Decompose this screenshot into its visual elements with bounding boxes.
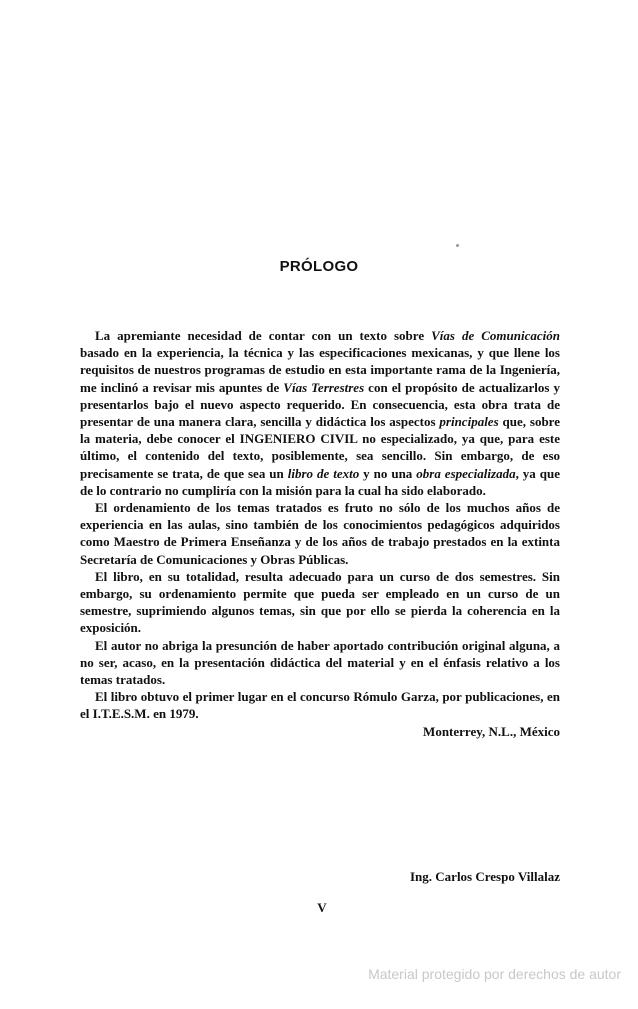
text-run: El autor no abriga la presunción de haber aportado contribución original alguna, a no ser, acaso, en la presentación didáctica del material y en el énfasis relativo a los temas tratados. (80, 637, 560, 688)
text-run: basado en la experiencia, la técnica y las especificaciones mexicanas, y que llene los requisitos de nuestros programas de estudio en esta importante rama de la Ingeniería, me inclinó a revisar mis apuntes de (80, 345, 560, 395)
paragraph (80, 688, 560, 722)
text-run: El ordenamiento de los temas tratados es fruto no sólo de los muchos años de experiencia en las aulas, sino también de los conocimientos pedagógicos adquiridos como Maestro de Primera Enseñanza y de los años de trabajo prestados en la extinta Secretaría de Comunicaciones y Obras Públicas. (80, 500, 560, 567)
italic-phrase: libro de texto (287, 465, 360, 481)
place-line: Monterrey, N.L., México (423, 723, 560, 739)
text-run: con el propósito de actualizarlos y presentarlos bajo el nuevo aspecto requerido. En consecuencia, esta obra trata de presentar de una manera clara, sencilla y didáctica los aspectos (80, 379, 561, 430)
text-run: que, sobre la materia, debe conocer el INGENIERO CIVIL no especializado, ya que, para este último, el contenido del texto, posiblemente, sea sencillo. Sin embargo, de eso precisamente se trata, de que sea un (80, 414, 560, 481)
page-number: V (317, 900, 327, 915)
text-run: El libro obtuvo el primer lugar en el concurso Rómulo Garza, por publicaciones, en el I.T.E.S.M. en 1979. (80, 689, 560, 722)
italic-phrase: Vías de Comunicación (431, 328, 560, 343)
copyright-watermark: Material protegido por derechos de autor (368, 966, 621, 982)
text-run: , ya que de lo contrario no cumpliría con la misión para la cual ha sido elaborado. (80, 465, 560, 498)
italic-phrase: obra especializada (416, 465, 516, 481)
paragraph (80, 637, 560, 689)
paragraph (80, 499, 560, 568)
prologue-body (80, 327, 560, 740)
scan-speck (456, 244, 459, 247)
italic-phrase: principales (439, 414, 499, 430)
page-title: PRÓLOGO (279, 258, 359, 275)
italic-phrase: Vías Terrestres (283, 379, 365, 395)
author-signature: Ing. Carlos Crespo Villalaz (410, 869, 560, 884)
paragraph-list (80, 327, 560, 723)
paragraph (80, 568, 560, 637)
text-run: y no una (359, 465, 417, 481)
paragraph (80, 327, 560, 499)
text-run: La apremiante necesidad de contar con un texto sobre (95, 328, 432, 343)
text-run: El libro, en su totalidad, resulta adecuado para un curso de dos semestres. Sin embargo, su ordenamiento permite que pueda ser empleado en un curso de un semestre, suprimiendo algunos temas, sin que por ello se pierda la coherencia en la exposición. (80, 568, 560, 636)
